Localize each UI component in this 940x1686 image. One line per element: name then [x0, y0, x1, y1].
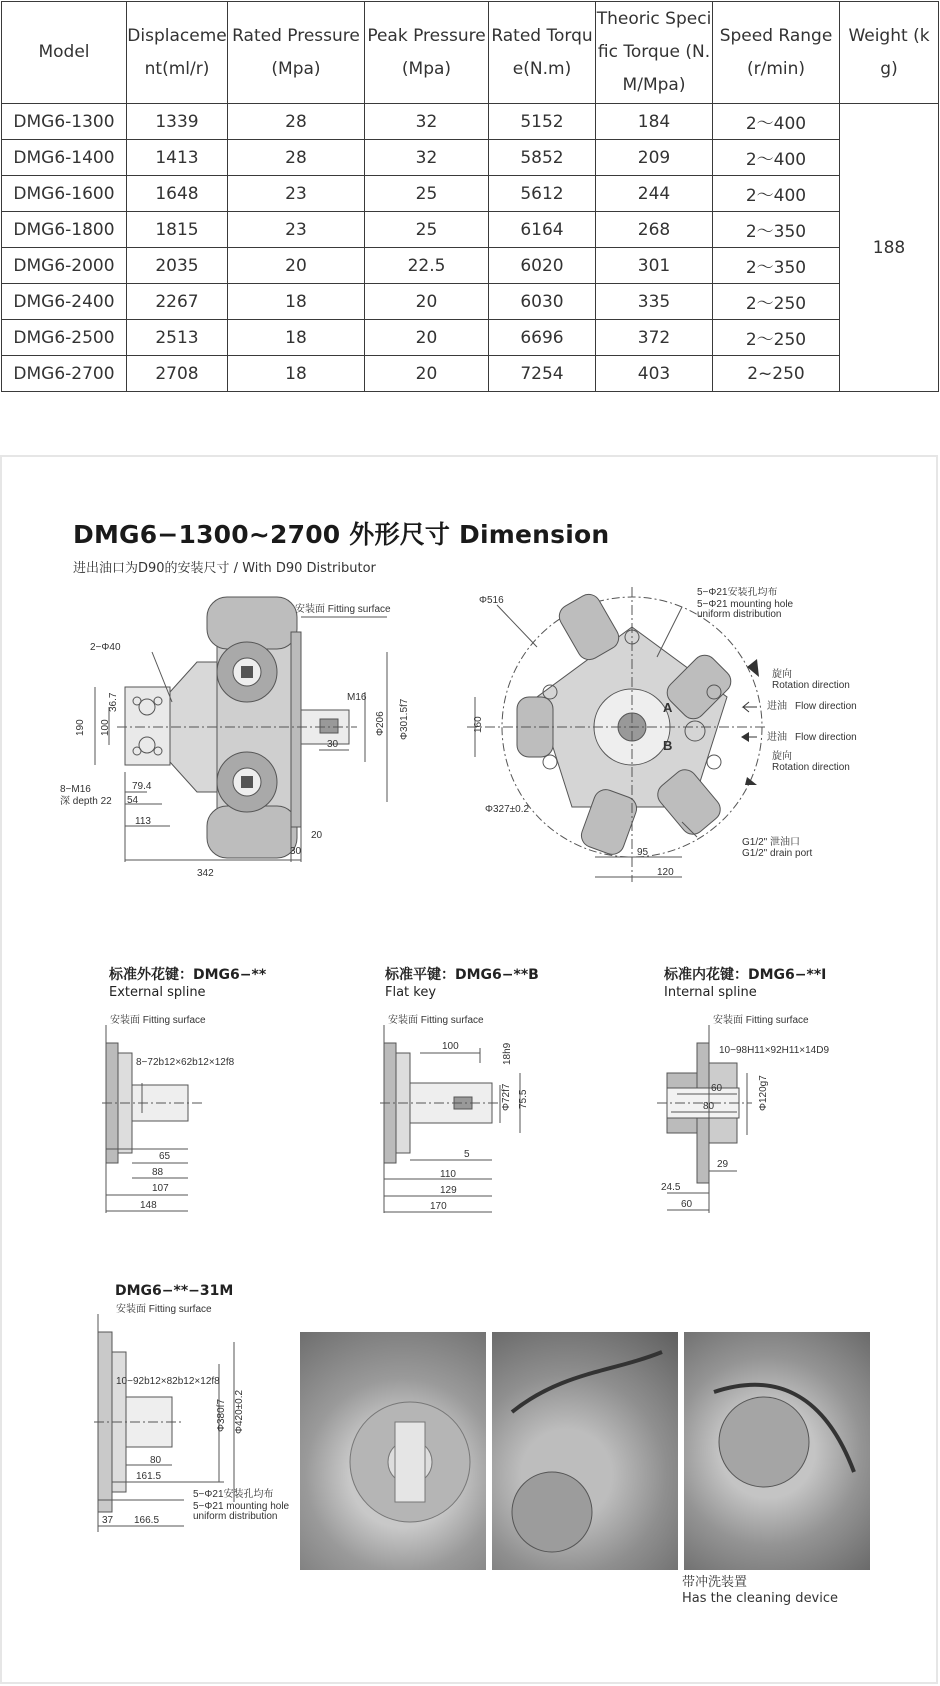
flat-key-drawing: [380, 1013, 550, 1233]
col-header: Theoric Specific Torque (N.M/Mpa): [596, 2, 713, 104]
table-cell: 20: [365, 284, 489, 320]
flow-en-label-2: Flow direction: [795, 732, 857, 743]
table-cell: 2～400: [713, 176, 840, 212]
drain-en-label: G1/2" drain port: [742, 848, 813, 859]
dim-label: Φ72f7: [501, 1083, 512, 1111]
dim-label: 75.5: [518, 1089, 529, 1109]
table-cell: DMG6-2400: [2, 284, 127, 320]
variant-heading: [385, 967, 539, 1001]
table-cell: 25: [365, 212, 489, 248]
col-header: Speed Range(r/min): [713, 2, 840, 104]
dim-label: 100: [100, 719, 111, 736]
dim-label: Φ206: [375, 711, 386, 736]
table-cell: 2513: [127, 320, 228, 356]
rotation-cn-label-2: 旋向: [772, 751, 792, 762]
table-row: [2, 320, 939, 356]
table-cell: 372: [596, 320, 713, 356]
dim-label: 120: [657, 867, 674, 878]
table-cell: 2～250: [713, 284, 840, 320]
fitting-surface-label: 安装面 Fitting surface: [116, 1304, 212, 1315]
dim-label: 342: [197, 868, 214, 879]
shaft-icon: [300, 1332, 486, 1570]
table-cell: 301: [596, 248, 713, 284]
dim-label: 80: [150, 1455, 162, 1466]
table-cell: DMG6-1300: [2, 104, 127, 140]
distributor-icon: [492, 1332, 678, 1570]
table-cell: 2～250: [713, 320, 840, 356]
dim-label: 37: [102, 1515, 114, 1526]
dim-label: 160: [473, 716, 484, 733]
dimension-subtitle: 进出油口为D90的安装尺寸 / With D90 Distributor: [73, 561, 376, 576]
dim-label: 36.7: [108, 692, 119, 712]
dim-label: 100: [442, 1041, 459, 1052]
table-row: [2, 104, 939, 140]
table-cell: 32: [365, 104, 489, 140]
table-cell: 244: [596, 176, 713, 212]
flow-cn-label: 进油: [767, 701, 787, 712]
table-row: [2, 212, 939, 248]
dim-label: 30: [290, 846, 302, 857]
table-cell: 2267: [127, 284, 228, 320]
flow-cn-label-2: 进油: [767, 732, 787, 743]
table-cell: 28: [228, 104, 365, 140]
fitting-surface-label: 安装面 Fitting surface: [388, 1015, 484, 1026]
dim-label: 166.5: [134, 1515, 160, 1526]
table-cell: 2708: [127, 356, 228, 392]
dim-label: 129: [440, 1185, 457, 1196]
spline-spec-label: 10−98H11×92H11×14D9: [719, 1045, 829, 1056]
table-row: [2, 356, 939, 392]
table-cell: 6164: [489, 212, 596, 248]
dim-label: Φ301.5f7: [399, 698, 410, 740]
table-row: [2, 284, 939, 320]
table-cell: 1648: [127, 176, 228, 212]
side-view-drawing: [467, 587, 887, 902]
table-row: [2, 248, 939, 284]
table-cell: 25: [365, 176, 489, 212]
dim-label: Φ120g7: [758, 1075, 769, 1111]
dim-label: 80: [703, 1101, 715, 1112]
table-cell: 268: [596, 212, 713, 248]
dim-label: 190: [75, 719, 86, 736]
variant-cn: 标准平键：DMG6−**B: [385, 967, 539, 983]
front-view-drawing: [57, 592, 427, 892]
table-cell: 2~250: [713, 356, 840, 392]
variant-heading: [115, 1283, 233, 1300]
dim-label: 161.5: [136, 1471, 162, 1482]
cleaning-device-icon: [684, 1332, 870, 1570]
table-cell: 32: [365, 140, 489, 176]
table-cell: 23: [228, 176, 365, 212]
dim-label: 110: [440, 1169, 456, 1180]
dim-label: 18h9: [502, 1042, 513, 1065]
dim-label: 107: [152, 1183, 169, 1194]
table-cell: 5152: [489, 104, 596, 140]
rotation-cn-label: 旋向: [772, 669, 792, 680]
dimension-title: DMG6−1300~2700 外形尺寸 Dimension: [73, 520, 610, 549]
holes-en-label: 5−Φ21 mounting hole: [697, 599, 794, 610]
col-header: Peak Pressure(Mpa): [365, 2, 489, 104]
fitting-surface-label: 安装面 Fitting surface: [110, 1015, 206, 1026]
variant-cn: 标准外花键：DMG6−**: [109, 967, 267, 983]
spline-spec-label: 8−72b12×62b12×12f8: [136, 1057, 235, 1068]
variant-en: Flat key: [385, 985, 437, 1000]
rotation-en-label: Rotation direction: [772, 680, 850, 691]
port-b-label: B: [663, 738, 673, 753]
table-cell: 2～350: [713, 212, 840, 248]
holes-cn-label: 5−Φ21安装孔均布: [697, 587, 778, 598]
dimension-panel: [0, 455, 938, 1684]
table-cell: DMG6-1800: [2, 212, 127, 248]
table-cell: 2～400: [713, 104, 840, 140]
port-a-label: A: [663, 700, 673, 715]
table-cell: 6020: [489, 248, 596, 284]
table-cell: DMG6-2700: [2, 356, 127, 392]
photo-caption-cn: 带冲洗装置: [682, 1575, 748, 1590]
weight-cell: 188: [840, 104, 939, 392]
drain-cn-label: G1/2" 泄油口: [742, 837, 801, 848]
col-header: Rated Pressure(Mpa): [228, 2, 365, 104]
col-header: Rated Torque(N.m): [489, 2, 596, 104]
table-cell: DMG6-2000: [2, 248, 127, 284]
dim-label: 29: [717, 1159, 729, 1170]
dim-label: 5: [464, 1149, 470, 1160]
table-cell: 335: [596, 284, 713, 320]
variant-heading: [109, 967, 266, 1001]
table-cell: 209: [596, 140, 713, 176]
variant-en: Internal spline: [664, 985, 757, 1000]
spline-spec-label: 10−92b12×82b12×12f8: [116, 1376, 220, 1387]
table-cell: 1339: [127, 104, 228, 140]
dim-label: 170: [430, 1201, 447, 1212]
table-cell: 18: [228, 284, 365, 320]
motor-photo: [684, 1332, 870, 1570]
motor-photo: [492, 1332, 678, 1570]
fitting-surface-label: 安装面 Fitting surface: [295, 604, 391, 615]
table-header-row: [2, 2, 939, 104]
table-cell: 23: [228, 212, 365, 248]
dim-label: 20: [311, 830, 323, 841]
dim-label: 65: [159, 1151, 171, 1162]
flow-en-label: Flow direction: [795, 701, 857, 712]
table-cell: 1815: [127, 212, 228, 248]
table-cell: 22.5: [365, 248, 489, 284]
table-cell: 20: [365, 320, 489, 356]
thread-depth-label: 深 depth 22: [60, 796, 112, 807]
table-cell: 6030: [489, 284, 596, 320]
dim-label: 79.4: [132, 781, 152, 792]
table-cell: DMG6-1600: [2, 176, 127, 212]
table-cell: 20: [365, 356, 489, 392]
holes-cn-label: 5−Φ21安装孔均布: [193, 1489, 274, 1500]
spec-table: [1, 1, 939, 392]
variant-cn: 标准内花键：DMG6−**I: [664, 967, 827, 983]
table-cell: 20: [228, 248, 365, 284]
hole-label: 2−Φ40: [90, 642, 121, 653]
table-cell: 1413: [127, 140, 228, 176]
dim-label: 24.5: [661, 1182, 681, 1193]
dim-label: 54: [127, 795, 139, 806]
external-spline-drawing: [102, 1013, 262, 1233]
rotation-en-label-2: Rotation direction: [772, 762, 850, 773]
holes-en-label-2: uniform distribution: [697, 609, 782, 620]
table-cell: 7254: [489, 356, 596, 392]
table-cell: 18: [228, 356, 365, 392]
table-cell: 2～350: [713, 248, 840, 284]
table-cell: 28: [228, 140, 365, 176]
table-cell: 5612: [489, 176, 596, 212]
dim-label: 88: [152, 1167, 164, 1178]
phi516-label: Φ516: [479, 595, 504, 606]
variant-heading: [664, 967, 826, 1001]
table-cell: 2～400: [713, 140, 840, 176]
table-row: [2, 176, 939, 212]
dim-label: 60: [681, 1199, 693, 1210]
fitting-surface-label: 安装面 Fitting surface: [713, 1015, 809, 1026]
dim-label: Φ420±0.2: [234, 1389, 245, 1434]
dim-label: 95: [637, 847, 649, 858]
table-cell: 18: [228, 320, 365, 356]
dim-label: 30: [327, 739, 339, 750]
dim-label: 113: [135, 816, 151, 827]
col-header: Model: [2, 2, 127, 104]
dim-label: Φ380f7: [216, 1398, 227, 1432]
table-cell: 184: [596, 104, 713, 140]
internal-spline-drawing: [657, 1013, 847, 1233]
table-cell: DMG6-1400: [2, 140, 127, 176]
holes-en-label: 5−Φ21 mounting hole: [193, 1501, 290, 1512]
photo-caption: [682, 1575, 838, 1607]
variant-31m-drawing: [94, 1302, 299, 1542]
variant-31m-title: DMG6−**−31M: [115, 1283, 234, 1299]
dim-label: 148: [140, 1200, 157, 1211]
table-row: [2, 140, 939, 176]
thread-label: 8−M16: [60, 784, 91, 795]
table-cell: 6696: [489, 320, 596, 356]
variant-en: External spline: [109, 985, 206, 1000]
table-cell: DMG6-2500: [2, 320, 127, 356]
col-header: Weight (kg): [840, 2, 939, 104]
dim-label: Φ327±0.2: [485, 804, 530, 815]
holes-en-label-2: uniform distribution: [193, 1511, 278, 1522]
motor-photo: [300, 1332, 486, 1570]
table-cell: 403: [596, 356, 713, 392]
table-cell: 2035: [127, 248, 228, 284]
photo-caption-en: Has the cleaning device: [682, 1591, 839, 1606]
m16-label: M16: [347, 692, 367, 703]
dim-label: 60: [711, 1083, 723, 1094]
col-header: Displacement(ml/r): [127, 2, 228, 104]
table-cell: 5852: [489, 140, 596, 176]
